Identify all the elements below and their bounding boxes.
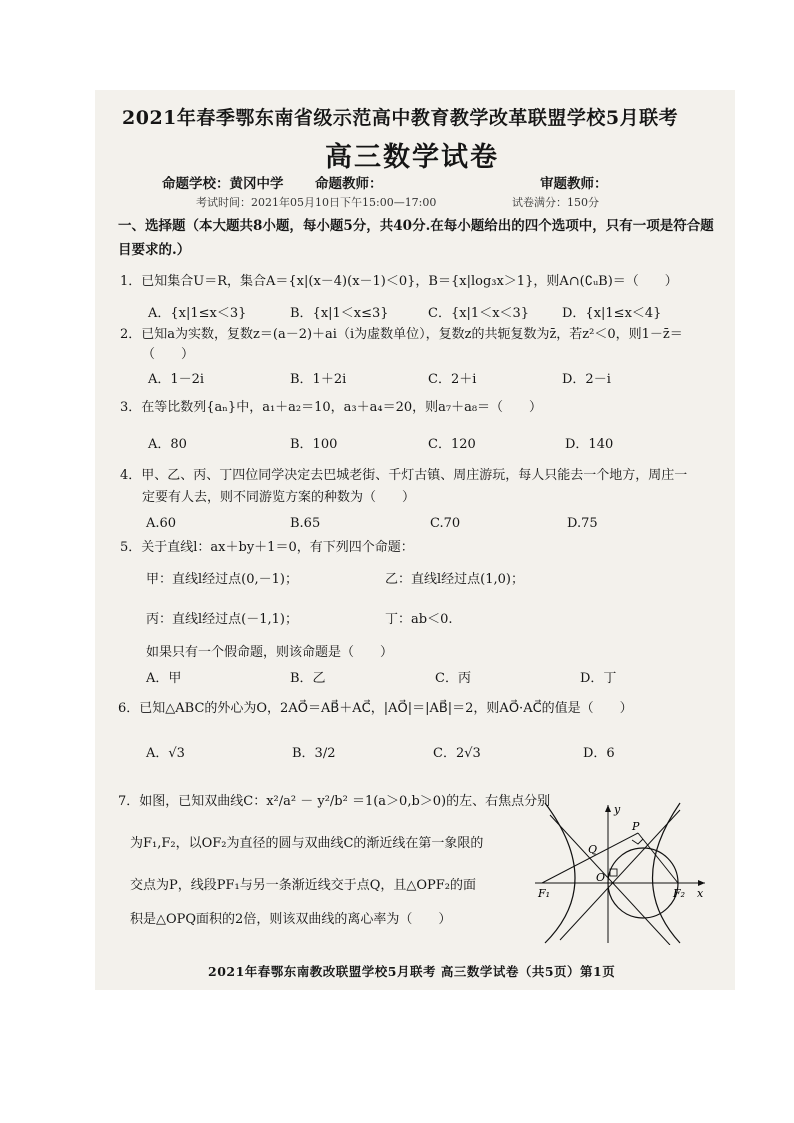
question-4-option-c: C.70 bbox=[430, 516, 461, 531]
question-7-stem-line3: 交点为P，线段PF₁与另一条渐近线交于点Q，且△OPF₂的面 bbox=[130, 878, 477, 893]
question-5-option-c: C．丙 bbox=[435, 671, 471, 686]
question-2-option-a: A．1－2i bbox=[148, 372, 205, 387]
exam-subject-title: 高三数学试卷 bbox=[325, 142, 499, 173]
segment-pf1 bbox=[542, 833, 638, 883]
question-4-option-b: B.65 bbox=[290, 516, 321, 531]
exam-time: 考试时间：2021年05月10日下午15:00—17:00 bbox=[196, 196, 437, 209]
question-3-option-d: D．140 bbox=[565, 437, 614, 452]
question-1-stem: 1．已知集合U＝R，集合A＝{x|(x－4)(x－1)＜0}，B＝{x|log₃x＞1}，则A∩(∁ᵤB)＝（ ） bbox=[120, 274, 678, 289]
question-3-option-a: A．80 bbox=[148, 437, 187, 452]
question-2-stem-cont: （ ） bbox=[142, 347, 195, 362]
segment-pf2 bbox=[638, 833, 678, 883]
reviewer-teacher: 审题教师： bbox=[540, 176, 608, 192]
hyperbola-right-branch bbox=[653, 803, 681, 943]
exam-title: 2021年春季鄂东南省级示范高中教育教学改革联盟学校5月联考 bbox=[122, 107, 679, 129]
question-3-option-c: C．120 bbox=[428, 437, 476, 452]
question-4-option-a: A.60 bbox=[146, 516, 177, 531]
hyperbola-diagram bbox=[530, 795, 715, 945]
asymptote-ascending bbox=[560, 810, 680, 940]
label-p: P bbox=[632, 820, 640, 833]
y-axis-arrow bbox=[605, 805, 611, 812]
label-o: O bbox=[596, 871, 606, 884]
question-2-option-b: B．1＋2i bbox=[290, 372, 347, 387]
question-7-stem-line4: 积是△OPQ面积的2倍，则该双曲线的离心率为（ ） bbox=[130, 912, 452, 927]
page-footer: 2021年春鄂东南教改联盟学校5月联考 高三数学试卷（共5页）第1页 bbox=[208, 964, 616, 979]
question-5-prop-bing: 丙：直线l经过点(－1,1)； bbox=[146, 612, 298, 627]
section-heading: 一、选择题（本大题共8小题，每小题5分，共40分.在每小题给出的四个选项中，只有一项是符合题目要求的.） bbox=[118, 218, 714, 258]
question-2-option-d: D．2－i bbox=[562, 372, 611, 387]
hyperbola-left-branch bbox=[545, 803, 575, 943]
question-5-stem-cont: 如果只有一个假命题，则该命题是（ ） bbox=[146, 645, 394, 660]
label-f1: F₁ bbox=[538, 887, 551, 900]
question-6-option-d: D．6 bbox=[583, 746, 615, 761]
label-f2: F₂ bbox=[673, 887, 686, 900]
question-5-option-d: D．丁 bbox=[580, 671, 617, 686]
question-5-prop-ding: 丁：ab＜0. bbox=[385, 612, 453, 627]
question-5-prop-jia: 甲：直线l经过点(0,－1)； bbox=[146, 572, 298, 587]
x-axis-arrow bbox=[698, 880, 705, 886]
question-3-stem: 3．在等比数列{aₙ}中，a₁＋a₂＝10，a₃＋a₄＝20，则a₇＋a₈＝（ ） bbox=[120, 400, 543, 415]
setter-school: 命题学校：黄冈中学 bbox=[162, 176, 284, 192]
question-1-option-a: A．{x|1≤x＜3} bbox=[148, 306, 247, 321]
label-y: y bbox=[614, 803, 621, 816]
question-2-stem: 2．已知a为实数，复数z＝(a－2)＋ai（i为虚数单位），复数z的共轭复数为z̄，若z²＜0，则1－z̄＝ bbox=[120, 327, 683, 342]
question-3-option-b: B．100 bbox=[290, 437, 338, 452]
question-5-option-b: B．乙 bbox=[290, 671, 326, 686]
question-4-option-d: D.75 bbox=[567, 516, 598, 531]
question-5-stem: 5．关于直线l：ax＋by＋1＝0，有下列四个命题： bbox=[120, 540, 414, 555]
hyperbola-figure bbox=[530, 795, 715, 945]
question-6-option-a: A．√3 bbox=[146, 746, 185, 761]
question-2-option-c: C．2＋i bbox=[428, 372, 477, 387]
setter-teacher: 命题教师： bbox=[315, 176, 383, 192]
question-5-prop-yi: 乙：直线l经过点(1,0)； bbox=[385, 572, 524, 587]
right-angle-mark-p bbox=[632, 839, 643, 844]
full-score: 试卷满分：150分 bbox=[512, 196, 599, 209]
question-6-option-b: B．3/2 bbox=[292, 746, 336, 761]
question-6-option-c: C．2√3 bbox=[433, 746, 481, 761]
question-1-option-c: C．{x|1＜x＜3} bbox=[428, 306, 530, 321]
question-7-stem: 7．如图，已知双曲线C：x²/a² － y²/b² ＝1(a＞0,b＞0)的左、右焦点分别 bbox=[118, 794, 551, 809]
question-1-option-b: B．{x|1＜x≤3} bbox=[290, 306, 389, 321]
label-q: Q bbox=[588, 843, 598, 856]
question-1-option-d: D．{x|1≤x＜4} bbox=[562, 306, 662, 321]
question-6-stem: 6．已知△ABC的外心为O，2AO⃗＝AB⃗＋AC⃗，|AO⃗|＝|AB⃗|＝2，则AO⃗·AC⃗的值是（ ） bbox=[118, 701, 633, 716]
label-x: x bbox=[697, 887, 704, 900]
question-4-stem: 4．甲、乙、丙、丁四位同学决定去巴城老街、千灯古镇、周庄游玩，每人只能去一个地方，周庄一 bbox=[120, 468, 688, 483]
question-4-stem-cont: 定要有人去，则不同游览方案的种数为（ ） bbox=[142, 490, 416, 505]
question-5-option-a: A．甲 bbox=[146, 671, 182, 686]
question-7-stem-line2: 为F₁,F₂，以OF₂为直径的圆与双曲线C的渐近线在第一象限的 bbox=[130, 836, 484, 851]
